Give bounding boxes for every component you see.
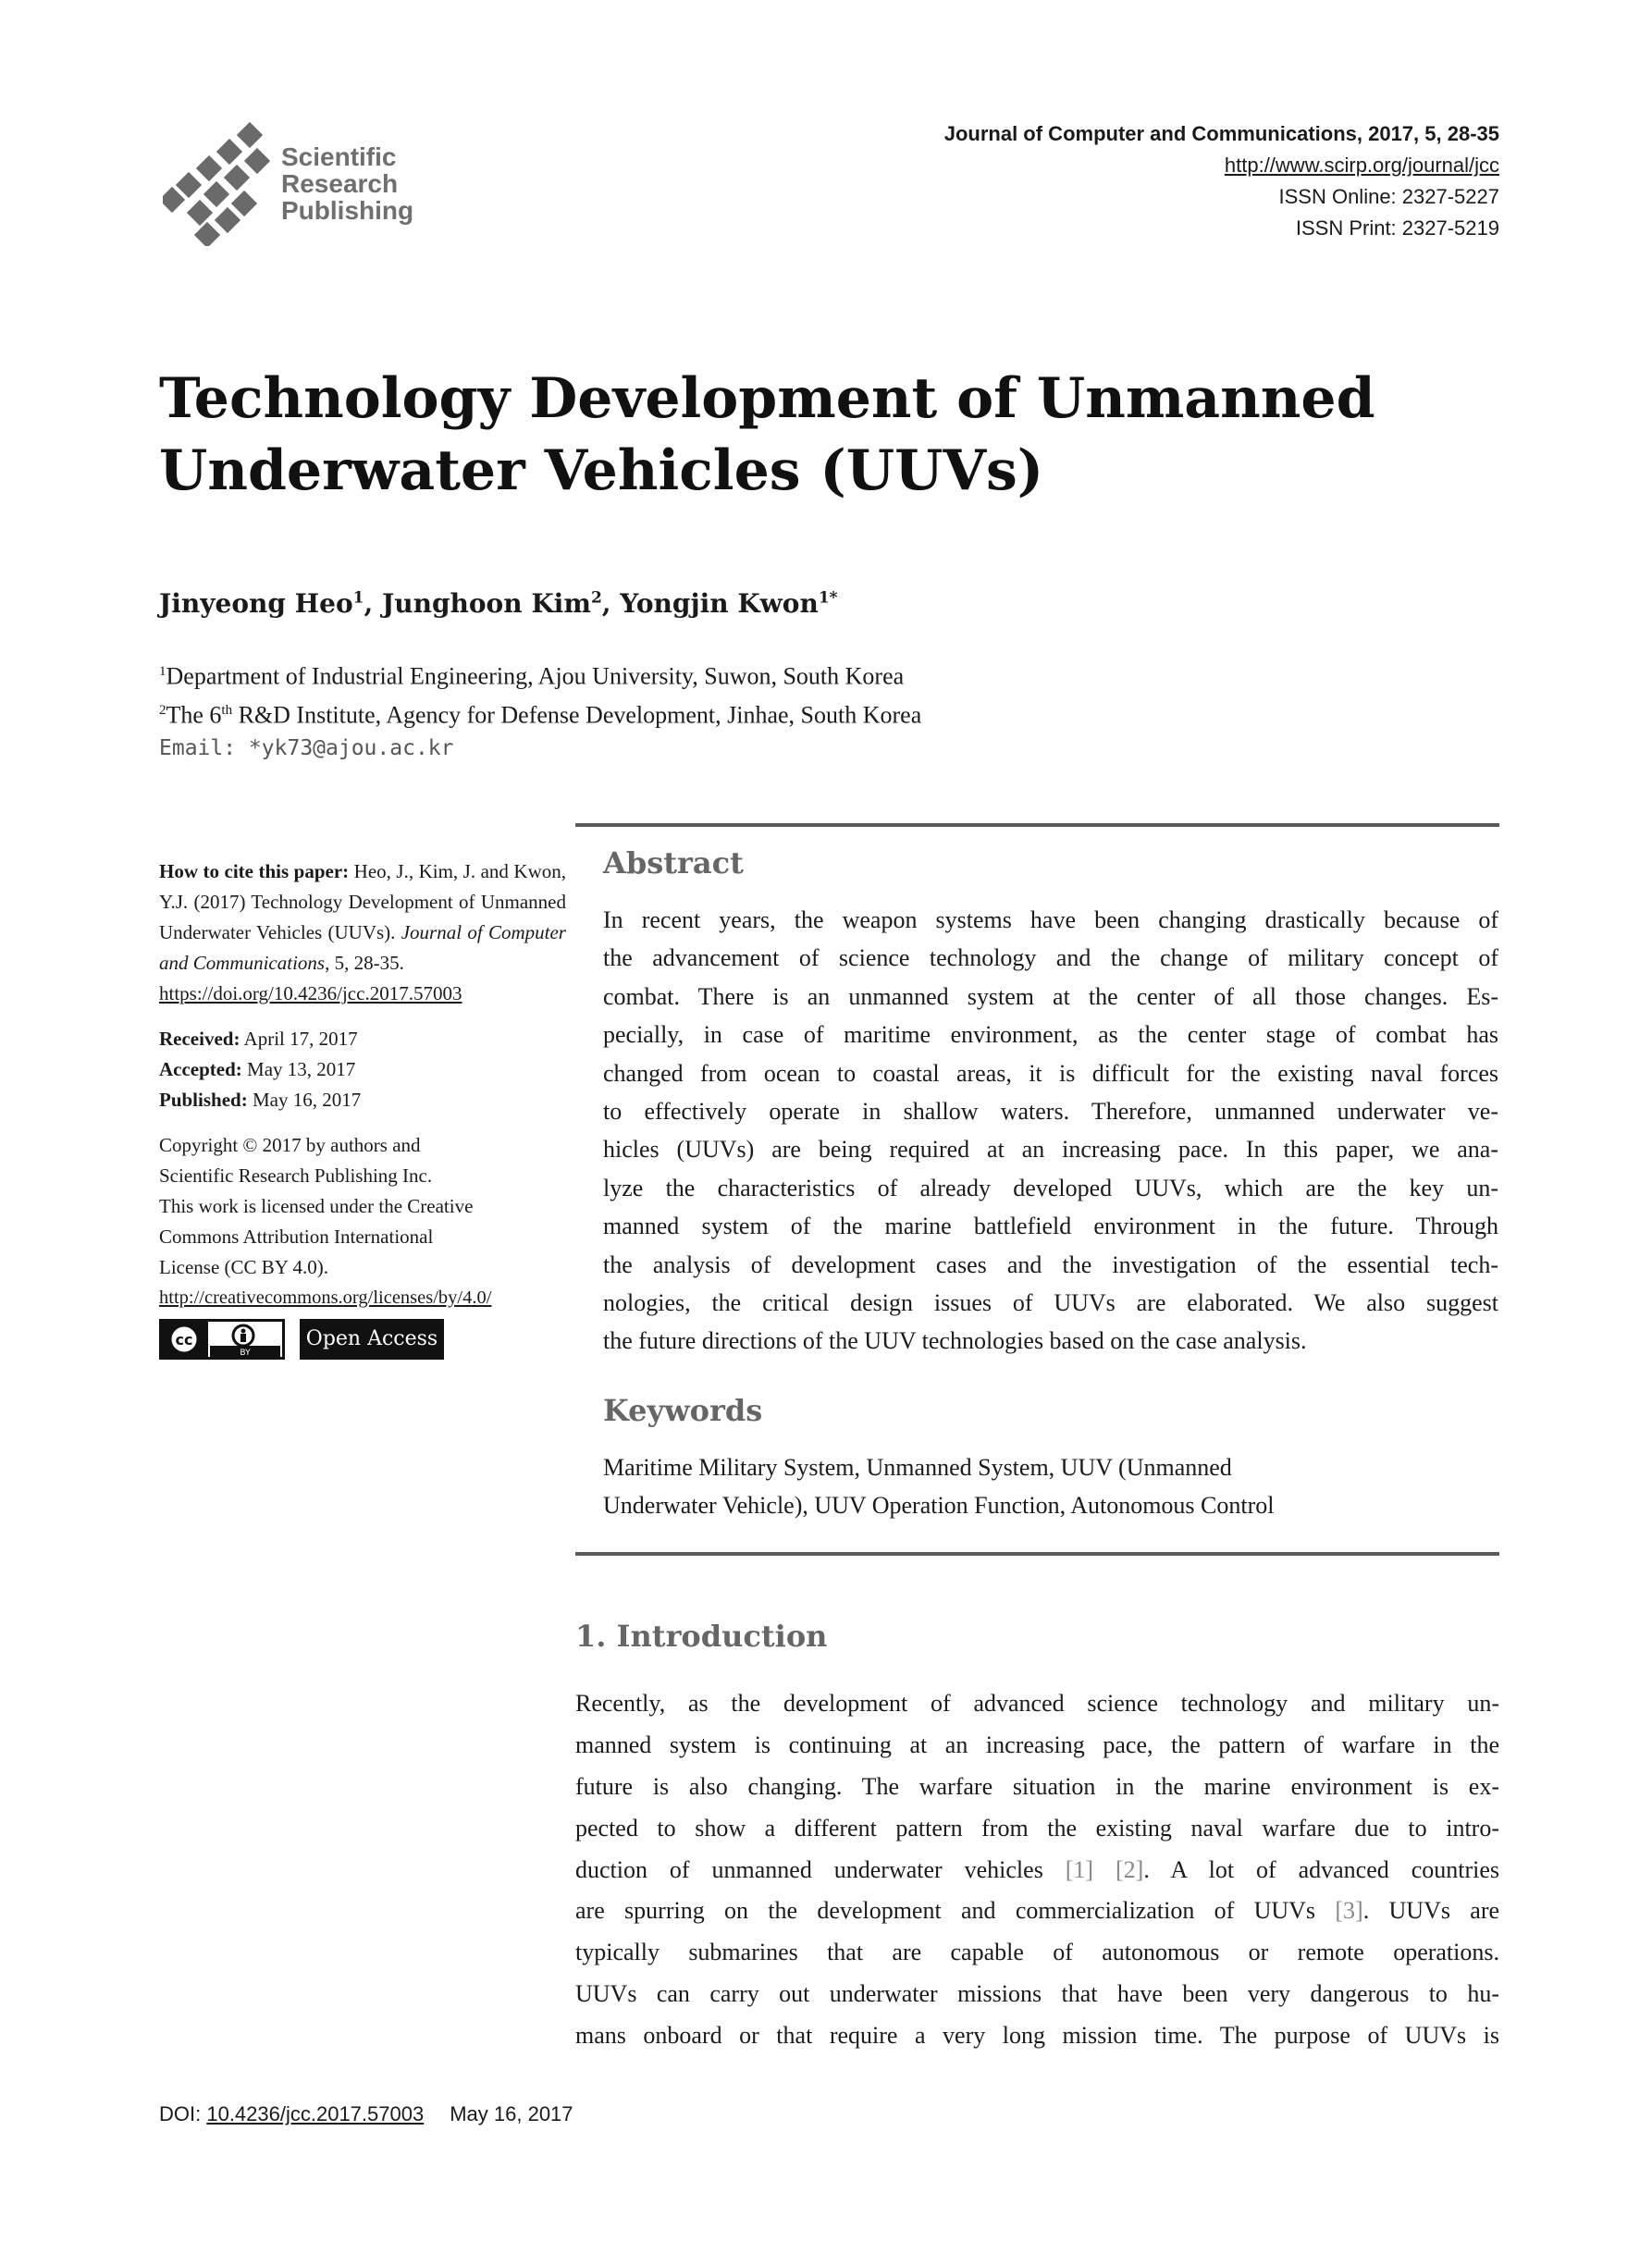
doi-link[interactable]: https://doi.org/10.4236/jcc.2017.57003 [159, 982, 462, 1004]
abstract-line: hicles (UUVs) are being required at an increasing pace. In this paper, we ana- [603, 1136, 1498, 1164]
keywords-heading: Keywords [603, 1393, 763, 1428]
author-affil-marker: 1* [818, 588, 838, 608]
footer-date: May 16, 2017 [450, 2102, 573, 2125]
keywords-body [603, 1448, 1498, 1525]
reference-link[interactable]: [3] [1335, 1897, 1363, 1925]
svg-text:cc: cc [175, 1331, 193, 1349]
abstract-line: lyze the characteristics of already developed UUVs, which are the key un- [603, 1174, 1498, 1201]
published-label: Published: [159, 1089, 248, 1111]
reference-link[interactable]: [2] [1116, 1855, 1144, 1883]
intro-line: mans onboard or that require a very long mission time. The purpose of UUVs is [575, 2022, 1499, 2050]
accepted-value: May 13, 2017 [241, 1058, 356, 1080]
intro-text: are spurring on the development and commercialization of UUVs [575, 1897, 1336, 1925]
copyright-line: Commons Attribution International [159, 1226, 434, 1248]
abstract-line: changed from ocean to coastal areas, it is difficult for the existing naval forces [603, 1059, 1498, 1087]
article-info-sidebar [159, 856, 566, 1365]
abstract-line: the analysis of development cases and the investigation of the essential tech- [603, 1250, 1498, 1278]
author-list [159, 588, 838, 619]
published-date [159, 1085, 566, 1115]
copyright-line: License (CC BY 4.0). [159, 1256, 328, 1278]
affiliation-text: The 6 [166, 701, 222, 729]
cc-by-icon [162, 1322, 282, 1357]
intro-line: future is also changing. The warfare situation in the marine environment is ex- [575, 1772, 1499, 1800]
paper-title [159, 363, 1454, 507]
affiliation-text: Department of Industrial Engineering, Ajou University, Suwon, South Korea [166, 662, 905, 690]
intro-line [575, 1850, 1499, 1891]
author-affil-marker: 1 [352, 588, 364, 608]
publisher-name-line-2: Research [281, 169, 399, 198]
page-footer [159, 2102, 573, 2126]
publisher-name-line-3: Publishing [281, 196, 414, 225]
affiliation-text: R&D Institute, Agency for Defense Development, Jinhae, South Korea [232, 701, 922, 729]
author-separator: , [601, 588, 621, 619]
affiliations [159, 655, 921, 766]
published-value: May 16, 2017 [247, 1089, 362, 1111]
keywords-line: Maritime Military System, Unmanned System, UUV (Unmanned [603, 1454, 1232, 1481]
abstract-line: combat. There is an unmanned system at the center of all those changes. Es- [603, 982, 1498, 1010]
abstract-line: manned system of the marine battlefield environment in the future. Through [603, 1213, 1498, 1240]
cite-journal: Journal of Computer and Communications [159, 921, 566, 974]
intro-line: Recently, as the development of advanced science technology and military un- [575, 1690, 1499, 1717]
keywords-line: Underwater Vehicle), UUV Operation Function, Autonomous Control [603, 1492, 1275, 1520]
cc-by-license-icon[interactable] [159, 1319, 285, 1360]
footer-doi-link[interactable]: 10.4236/jcc.2017.57003 [206, 2102, 425, 2125]
cite-label: How to cite this paper: [159, 860, 350, 882]
author-affil-marker: 2 [590, 588, 602, 608]
received-label: Received: [159, 1028, 240, 1050]
paper-title-line-1: Technology Development of Unmanned [159, 366, 1375, 431]
issn-print: ISSN Print: 2327-5219 [1295, 216, 1499, 240]
issn-online: ISSN Online: 2327-5227 [1278, 185, 1499, 208]
intro-text: . A lot of advanced countries [1143, 1855, 1499, 1883]
license-link[interactable]: http://creativecommons.org/licenses/by/4.0/ [159, 1287, 492, 1308]
intro-line: UUVs can carry out underwater missions that have been very dangerous to hu- [575, 1980, 1499, 2008]
abstract-bottom-rule [575, 1552, 1499, 1556]
author-name: Yongjin Kwon [620, 588, 819, 619]
author-name: Jinyeong Heo [159, 588, 353, 619]
abstract-line: pecially, in case of maritime environment, as the center stage of combat has [603, 1021, 1498, 1049]
intro-line: typically submarines that are capable of autonomous or remote operations. [575, 1939, 1499, 1966]
intro-text: . UUVs are [1362, 1897, 1499, 1925]
abstract-line: In recent years, the weapon systems have been changing drastically because of [603, 906, 1498, 933]
accepted-label: Accepted: [159, 1058, 242, 1080]
received-date [159, 1024, 566, 1054]
abstract-line: nologies, the critical design issues of UUVs are elaborated. We also suggest [603, 1288, 1498, 1316]
author-name: Junghoon Kim [381, 588, 591, 619]
abstract-line: the advancement of science technology and the change of military concept of [603, 944, 1498, 972]
cite-text: Heo, J., Kim, J. and Kwon, Y.J. (2017) Technology Development of Unmanned Underwater Vehicles (UUVs). [159, 860, 566, 943]
affiliation-2 [159, 694, 921, 733]
cite-volume: , 5, 28-35. [325, 952, 404, 974]
svg-text:BY: BY [240, 1349, 251, 1357]
abstract-body [603, 901, 1498, 1361]
contact-email: Email: *yk73@ajou.ac.kr [159, 736, 454, 761]
affiliation-marker: 1 [159, 664, 166, 679]
paper-title-line-2: Underwater Vehicles (UUVs) [159, 438, 1044, 503]
open-access-badge: Open Access [300, 1319, 444, 1360]
introduction-body [575, 1683, 1499, 2057]
reference-link[interactable]: [1] [1065, 1855, 1094, 1883]
abstract-line: to effectively operate in shallow waters. Therefore, unmanned underwater ve- [603, 1097, 1498, 1125]
intro-line: manned system is continuing at an increasing pace, the pattern of warfare in the [575, 1731, 1499, 1758]
intro-line: pected to show a different pattern from the existing naval warfare due to intro- [575, 1814, 1499, 1842]
publisher-name-line-1: Scientific [281, 142, 397, 171]
affiliation-marker: 2 [159, 702, 166, 718]
publisher-logo [163, 120, 440, 246]
received-value: April 17, 2017 [240, 1028, 358, 1050]
intro-line [575, 1891, 1499, 1932]
abstract-heading: Abstract [603, 845, 744, 881]
license-badges [159, 1319, 566, 1365]
publisher-logo-diamonds-icon [163, 120, 277, 246]
abstract-top-rule [575, 823, 1499, 827]
journal-info [944, 118, 1499, 244]
introduction-heading: 1. Introduction [575, 1619, 828, 1654]
journal-url-link[interactable]: http://www.scirp.org/journal/jcc [1224, 154, 1499, 177]
citation-block [159, 856, 566, 979]
ordinal-suffix: th [221, 702, 233, 718]
intro-text: duction of unmanned underwater vehicles [575, 1855, 1066, 1883]
copyright-line: Copyright © 2017 by authors and [159, 1134, 421, 1156]
affiliation-1 [159, 655, 921, 694]
journal-citation: Journal of Computer and Communications, 2017, 5, 28-35 [943, 122, 1499, 145]
footer-doi-label: DOI: [159, 2102, 207, 2125]
author-separator: , [364, 588, 382, 619]
abstract-line: the future directions of the UUV technologies based on the case analysis. [603, 1327, 1307, 1355]
copyright-line: Scientific Research Publishing Inc. [159, 1164, 433, 1187]
accepted-date [159, 1054, 566, 1085]
copyright-line: This work is licensed under the Creative [159, 1195, 474, 1217]
